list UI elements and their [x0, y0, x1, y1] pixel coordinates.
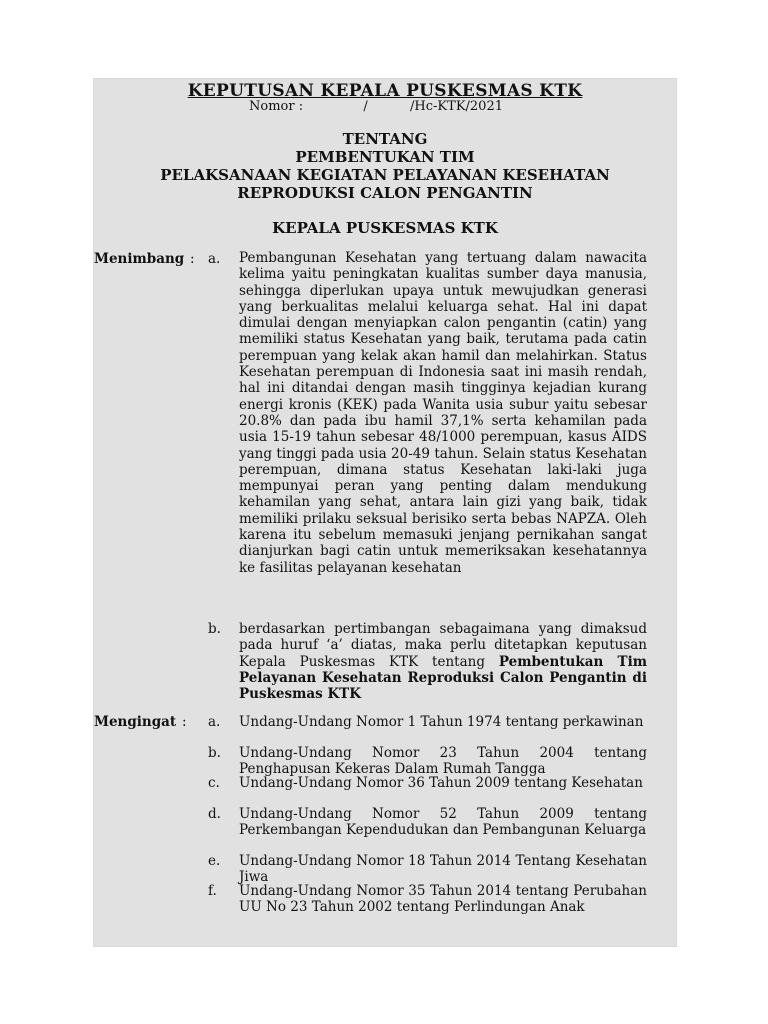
menimbang-item-a-text: Pembangunan Kesehatan yang tertuang dalam nawacita kelima yaitu peningkatan kualitas sumber daya manusia, sehingga diperlukan upaya untuk mewujudkan generasi yang berkualitas melalui keluarga sehat. Hal ini dapat dimulai dengan menyiapkan calon pengantin (catin) yang memiliki status Kesehatan yang baik, terutama pada catin perempuan yang kelak akan hamil dan melahirkan. Status Kesehatan perempuan di Indonesia saat ini masih rendah, hal ini ditandai dengan masih tingginya kejadian kurang energi kronis (KEK) pada Wanita usia subur yaitu sebesar 20.8% dan pada ibu hamil 37,1% serta kehamilan pada usia 15-19 tahun sebesar 48/1000 perempuan, kasus AIDS yang tinggi pada usia 20-49 tahun. Selain status Kesehatan perempuan, dimana status Kesehatan laki-laki juga mempunyai peran yang penting dalam mendukung kehamilan yang sehat, antara lain gizi yang baik, tidak memiliki prilaku seksual berisiko serta bebas NAPZA. Oleh karena itu sebelum memasuki jenjang pernikahan sangat dianjurkan bagi catin untuk memeriksakan kesehatannya ke fasilitas pelayanan kesehatan: [239, 250, 647, 576]
nomor-label: Nomor :: [249, 99, 304, 114]
document-number: [249, 99, 503, 114]
mengingat-item-letter: e.: [208, 853, 221, 869]
mengingat-item-letter: a.: [208, 714, 221, 730]
subtitle-line-2: PELAKSANAAN KEGIATAN PELAYANAN KESEHATAN: [160, 166, 610, 184]
mengingat-item-text: Undang-Undang Nomor 35 Tahun 2014 tentang Perubahan UU No 23 Tahun 2002 tentang Perlindungan Anak: [239, 883, 647, 916]
menimbang-colon: :: [190, 251, 195, 267]
subtitle-line-1: PEMBENTUKAN TIM: [295, 148, 475, 166]
nomor-separator: /: [363, 99, 368, 114]
subtitle-line-3: REPRODUKSI CALON PENGANTIN: [237, 184, 533, 202]
menimbang-item-b-bold: Pembentukan Tim Pelayanan Kesehatan Reproduksi Calon Pengantin di Puskesmas KTK: [239, 653, 647, 703]
mengingat-item-text: Undang-Undang Nomor 1 Tahun 1974 tentang perkawinan: [239, 714, 644, 730]
mengingat-item-letter: b.: [208, 745, 221, 761]
mengingat-item-letter: c.: [208, 775, 220, 791]
mengingat-item-text: Undang-Undang Nomor 52 Tahun 2009 tentang Perkembangan Kependudukan dan Pembangunan Keluarga: [239, 806, 647, 839]
menimbang-item-b: [239, 621, 647, 702]
tentang-heading: TENTANG: [342, 130, 428, 148]
menimbang-item-b-letter: b.: [208, 621, 221, 637]
document-title: KEPUTUSAN KEPALA PUSKESMAS KTK: [187, 81, 583, 101]
mengingat-item-text: Undang-Undang Nomor 18 Tahun 2014 Tentang Kesehatan Jiwa: [239, 853, 647, 886]
mengingat-colon: :: [182, 714, 187, 730]
mengingat-item-text: Undang-Undang Nomor 23 Tahun 2004 tentang Penghapusan Kekeras Dalam Rumah Tangga: [239, 745, 647, 778]
menimbang-label: Menimbang: [94, 251, 185, 267]
mengingat-item-text: Undang-Undang Nomor 36 Tahun 2009 tentang Kesehatan: [239, 775, 643, 791]
kepala-heading: KEPALA PUSKESMAS KTK: [272, 219, 498, 237]
nomor-code: /Hc-KTK/2021: [410, 99, 503, 114]
mengingat-label: Mengingat: [94, 714, 177, 730]
menimbang-item-b-text: berdasarkan pertimbangan sebagaimana yang dimaksud pada huruf ‘a’ diatas, maka perlu ditetapkan keputusan Kepala Puskesmas KTK tentang: [239, 621, 647, 670]
mengingat-item-letter: d.: [208, 806, 221, 822]
document-page: [93, 78, 677, 947]
menimbang-item-a-letter: a.: [208, 251, 221, 267]
mengingat-item-letter: f.: [208, 883, 217, 899]
